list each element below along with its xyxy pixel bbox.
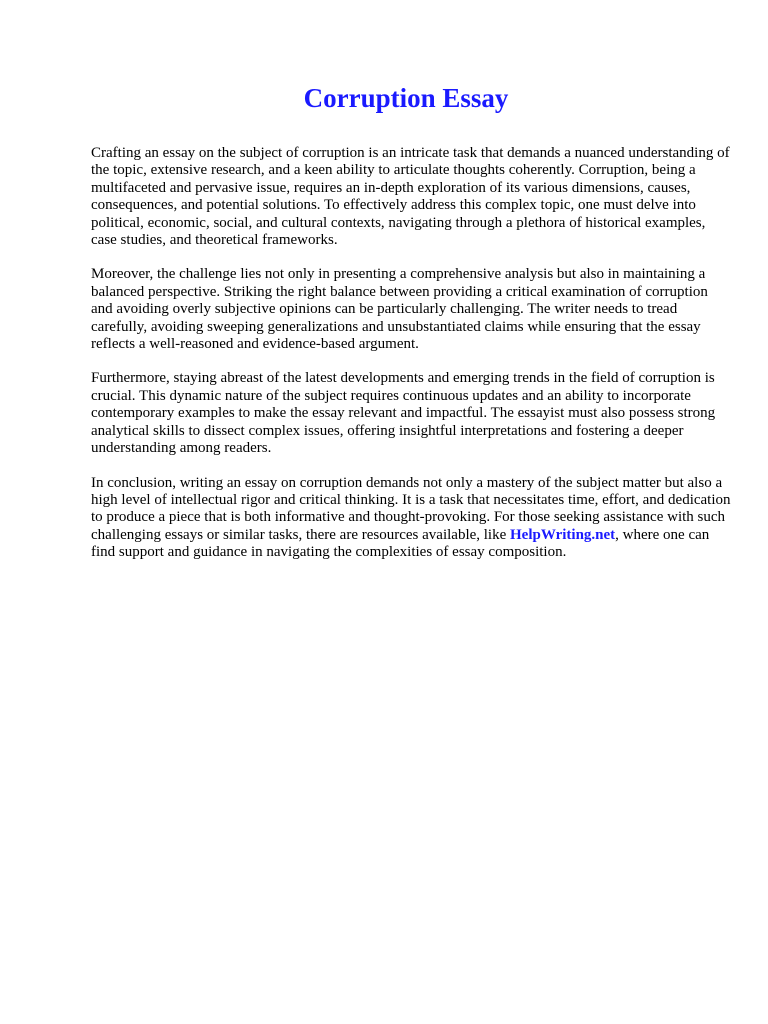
paragraph-4-conclusion (91, 475, 731, 562)
paragraph-1: Crafting an essay on the subject of corruption is an intricate task that demands a nuanced understanding of the topic, extensive research, and a keen ability to articulate thoughts coherently. Corruption, being a multifaceted and pervasive issue, requires an in-depth exploration of its various dimensions, causes, consequences, and potential solutions. To effectively address this complex topic, one must delve into political, economic, social, and cultural contexts, navigating through a plethora of historical examples, case studies, and theoretical frameworks. (91, 145, 730, 249)
paragraph-3: Furthermore, staying abreast of the latest developments and emerging trends in the field of corruption is crucial. This dynamic nature of the subject requires continuous updates and an ability to incorporate contemporary examples to make the essay relevant and impactful. The essayist must also possess strong analytical skills to dissect complex issues, offering insightful interpretations and fostering a deeper understanding among readers. (91, 370, 716, 457)
conclusion-text-before-link: In conclusion, writing an essay on corruption demands not only a mastery of the subject matter but also a high level of intellectual rigor and critical thinking. It is a task that necessitates time, effort, and dedication to produce a piece that is both informative and thought-provoking. For those seeking assistance with such challenging essays or similar tasks, there are resources available, like (91, 474, 731, 543)
helpwriting-link[interactable]: HelpWriting.net (510, 526, 616, 543)
paragraph-2: Moreover, the challenge lies not only in presenting a comprehensive analysis but also in maintaining a balanced perspective. Striking the right balance between providing a critical examination of corruption and avoiding overly subjective opinions can be particularly challenging. The writer needs to tread carefully, avoiding sweeping generalizations and unsubstantiated claims while ensuring that the essay reflects a well-reasoned and evidence-based argument. (91, 266, 708, 353)
essay-body (91, 145, 731, 579)
conclusion-text-after-link: , where one can find support and guidance in navigating the complexities of essay composition. (91, 526, 710, 561)
page-title: Corruption Essay (303, 83, 509, 113)
